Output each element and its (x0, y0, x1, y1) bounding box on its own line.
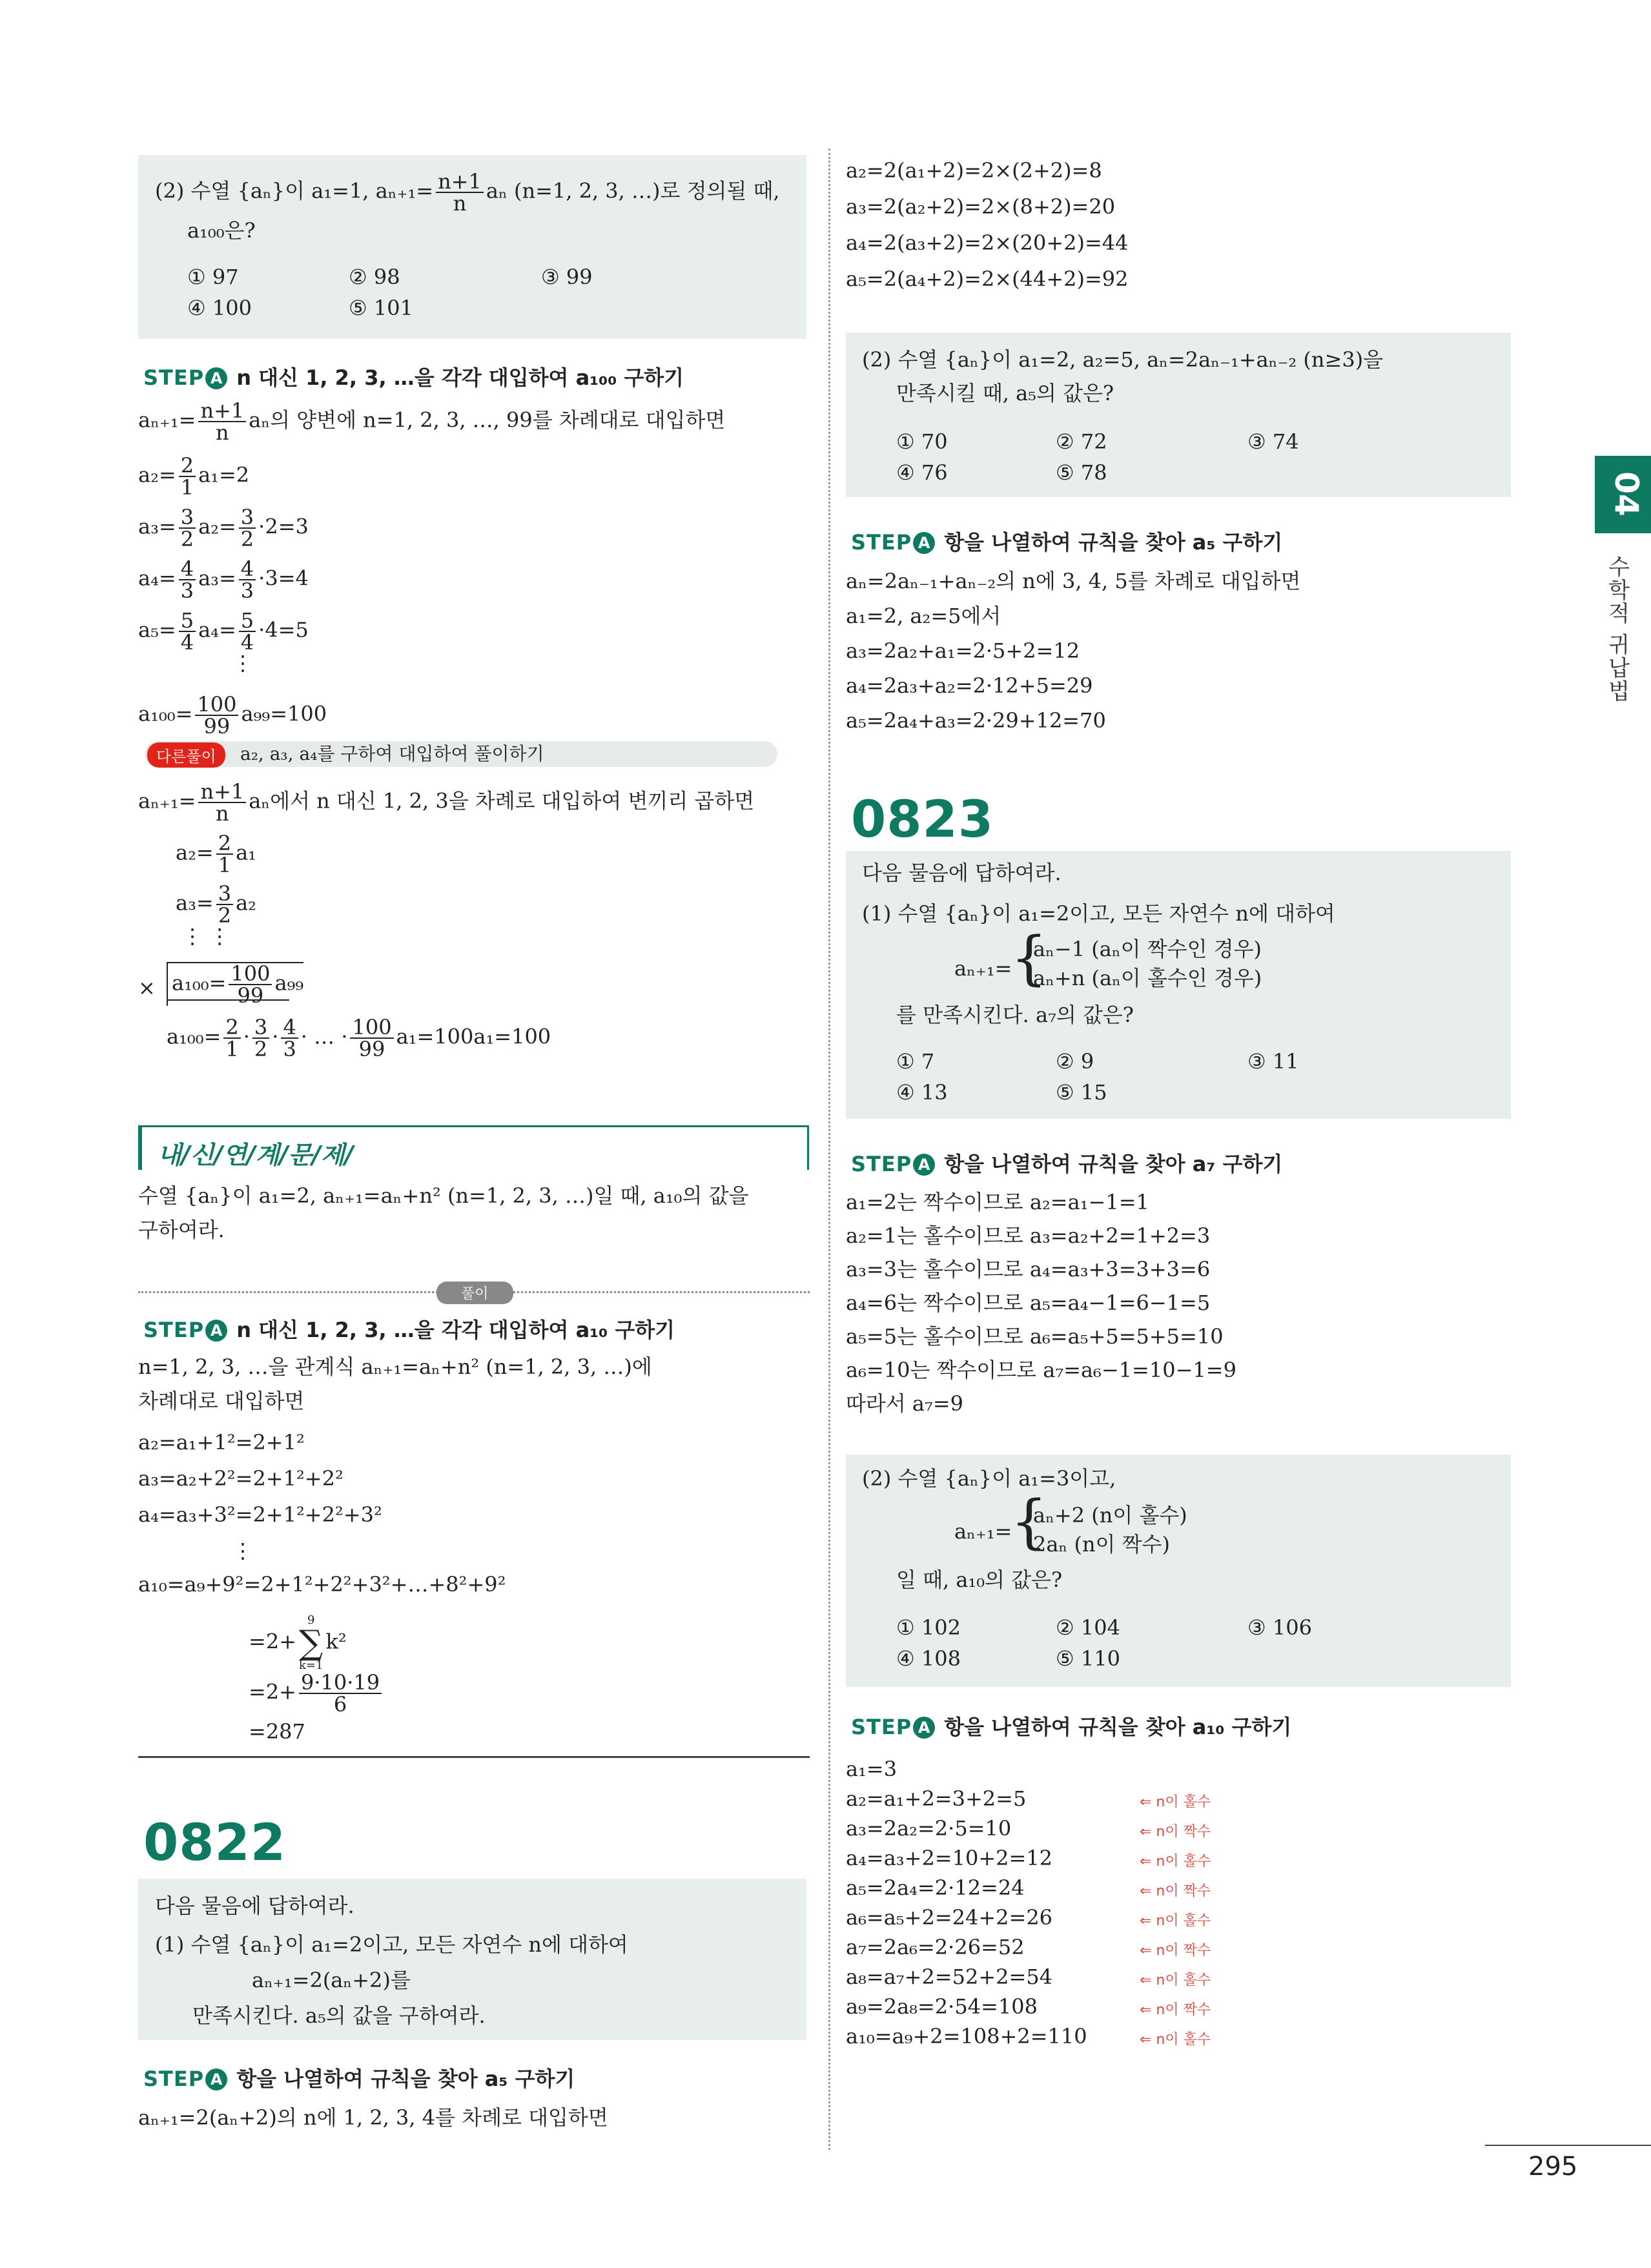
choice-4: ④ 108 (896, 1646, 961, 1671)
choice-2: ② 104 (1056, 1615, 1120, 1640)
solution-line: a₅=2a₄=2·12=24 (846, 1875, 1025, 1900)
naesin-line2: 구하여라. (138, 1218, 225, 1242)
choice-3: ③ 99 (541, 265, 593, 289)
q2b-line1: (2) 수열 {aₙ}이 a₁=3이고, (862, 1466, 1116, 1491)
solution-line: a₂=a₁+2=3+2=5 (846, 1786, 1027, 1811)
solution-line: a₆=a₅+2=24+2=26 (846, 1905, 1053, 1930)
column-divider (828, 148, 830, 2150)
step-a-header: STEP A 항을 나열하여 규칙을 찾아 a₅ 구하기 (143, 2067, 575, 2091)
brace: { (1010, 925, 1048, 992)
choice-2: ② 9 (1056, 1049, 1094, 1074)
solution-line: a₃=2a₂+a₁=2·5+2=12 (846, 639, 1080, 663)
choice-3: ③ 11 (1247, 1049, 1299, 1074)
parity-note: ⇐ n이 홀수 (1140, 2032, 1211, 2048)
parity-note: ⇐ n이 짝수 (1140, 1883, 1211, 1899)
sigma-symbol: 9 ∑ k=1 (298, 1613, 323, 1672)
solution-line: a₁₀=a₉+2=108+2=110 (846, 2024, 1087, 2048)
solution-line: =287 (249, 1719, 305, 1744)
problem-tail: 를 만족시킨다. a₇의 값은? (896, 1003, 1134, 1027)
choice-4: ④ 100 (187, 296, 252, 320)
chapter-tab: 04 (1595, 456, 1651, 533)
solution-line: a₂=a₁+1²=2+1² (138, 1430, 305, 1455)
solution-line: aₙ₊₁=2(aₙ+2)의 n에 1, 2, 3, 4를 차례로 대입하면 (138, 2105, 608, 2130)
multiply-sign: × (138, 976, 156, 1000)
solution-line: a₅= $\frac{5}{4}$ a₄= $\frac{5}{4}$ ·4=5 (138, 608, 309, 655)
solution-line: a₆=10는 짝수이므로 a₇=a₆−1=10−1=9 (846, 1358, 1236, 1382)
vertical-dots: ⋮ (232, 1538, 253, 1563)
alt-line: a₃= $\frac{3}{2}$ a₂ (176, 881, 256, 928)
solution-line: a₄=2(a₃+2)=2×(20+2)=44 (846, 230, 1129, 255)
step-a-header: STEP A 항을 나열하여 규칙을 찾아 a₅ 구하기 (851, 530, 1283, 555)
q2-line2: 만족시킬 때, a₅의 값은? (896, 381, 1114, 405)
choice-5: ⑤ 110 (1056, 1646, 1120, 1671)
solution-line: aₙ₊₁= $\frac{n+1}{n}$ aₙ의 양변에 n=1, 2, 3, …, 99를 차례대로 대입하면 (138, 398, 726, 445)
solution-line: a₈=a₇+2=52+2=54 (846, 1965, 1053, 1989)
choice-5: ⑤ 101 (349, 296, 413, 320)
choice-1: ① 70 (896, 429, 948, 454)
problem-q1-eq: aₙ₊₁=2(aₙ+2)를 (252, 1968, 411, 1992)
parity-note: ⇐ n이 홀수 (1140, 1794, 1211, 1810)
solution-line: a₁=3 (846, 1757, 897, 1781)
fraction: $\frac{n+1}{n}$ (436, 171, 484, 214)
alt-line: aₙ₊₁= $\frac{n+1}{n}$ aₙ에서 n 대신 1, 2, 3을 차례로 대입하여 변끼리 곱하면 (138, 779, 755, 826)
solution-pill: 풀이 (436, 1282, 513, 1304)
solution-line: a₇=2a₆=2·26=52 (846, 1935, 1025, 1959)
choice-5: ⑤ 78 (1056, 460, 1107, 485)
solution-line: a₁=2, a₂=5에서 (846, 604, 1001, 628)
parity-note: ⇐ n이 홀수 (1140, 1972, 1211, 1988)
choice-1: ① 102 (896, 1615, 961, 1640)
choice-4: ④ 76 (896, 460, 948, 485)
piecewise-case2: 2aₙ (n이 짝수) (1033, 1532, 1170, 1557)
solution-line: n=1, 2, 3, …을 관계식 aₙ₊₁=aₙ+n² (n=1, 2, 3, …)에 (138, 1354, 652, 1379)
alt-solution-pill: 다른풀이 (147, 742, 225, 768)
alt-line: a₁₀₀= $\frac{100}{99}$ a₉₉ (167, 962, 303, 1006)
solution-line: a₃= $\frac{3}{2}$ a₂= $\frac{3}{2}$ ·2=3 (138, 505, 309, 551)
product-rule (167, 999, 289, 1001)
q2-line1: (2) 수열 {aₙ}이 a₁=1, aₙ₊₁= $\frac{n+1}{n}$ aₙ (n=1, 2, 3, …)로 정의될 때, (155, 169, 780, 216)
solution-line: a₄=6는 짝수이므로 a₅=a₄−1=6−1=5 (846, 1291, 1211, 1315)
vertical-dots: ⋮ (232, 651, 253, 675)
solution-line: aₙ=2aₙ₋₁+aₙ₋₂의 n에 3, 4, 5를 차례로 대입하면 (846, 569, 1301, 593)
step-a-header: STEP A n 대신 1, 2, 3, …을 각각 대입하여 a₁₀₀ 구하기 (143, 365, 684, 390)
choice-2: ② 72 (1056, 429, 1107, 454)
solution-line: a₂=1는 홀수이므로 a₃=a₂+2=1+2=3 (846, 1223, 1211, 1248)
solution-line: a₃=2(a₂+2)=2×(8+2)=20 (846, 194, 1116, 219)
choice-1: ① 7 (896, 1049, 935, 1074)
solution-line: a₁₀₀= $\frac{100}{99}$ a₉₉=100 (138, 692, 327, 739)
problem-q1: (1) 수열 {aₙ}이 a₁=2이고, 모든 자연수 n에 대하여 (862, 901, 1335, 926)
step-a-header: STEP A 항을 나열하여 규칙을 찾아 a₇ 구하기 (851, 1152, 1283, 1176)
solution-line: a₄=2a₃+a₂=2·12+5=29 (846, 673, 1093, 698)
parity-note: ⇐ n이 짝수 (1140, 1943, 1211, 1959)
parity-note: ⇐ n이 짝수 (1140, 1824, 1211, 1840)
solution-line: a₃=2a₂=2·5=10 (846, 1816, 1012, 1841)
choice-3: ③ 74 (1247, 429, 1299, 454)
piecewise-case1: aₙ+2 (n이 홀수) (1033, 1503, 1187, 1527)
solution-line: a₅=5는 홀수이므로 a₆=a₅+5=5+5=10 (846, 1324, 1224, 1349)
page-number: 295 (1528, 2152, 1578, 2181)
problem-intro: 다음 물음에 답하여라. (862, 861, 1061, 885)
section-rule (138, 1756, 810, 1758)
solution-line: a₁=2는 짝수이므로 a₂=a₁−1=1 (846, 1190, 1149, 1214)
parity-note: ⇐ n이 짝수 (1140, 2002, 1211, 2018)
alt-line: a₁₀₀= $\frac{2}{1}$ · $\frac{3}{2}$ · $\frac{4}{3}$ · … · $\frac{100}{99}$ a₁=100a₁=100 (167, 1015, 551, 1061)
solution-line: =2+ $\frac{9\cdot 10\cdot 19}{6}$ (249, 1672, 384, 1715)
piecewise-case1: aₙ−1 (aₙ이 짝수인 경우) (1033, 937, 1262, 961)
solution-line: a₅=2a₄+a₃=2·29+12=70 (846, 708, 1106, 733)
problem-number-0823: 0823 (851, 791, 994, 849)
choice-4: ④ 13 (896, 1080, 948, 1105)
brace: { (1010, 1488, 1048, 1556)
solution-line: a₂=2(a₁+2)=2×(2+2)=8 (846, 158, 1102, 183)
solution-line: =2+9 ∑ k=1k² (249, 1613, 347, 1672)
solution-line: a₃=3는 홀수이므로 a₄=a₃+3=3+3=6 (846, 1257, 1211, 1282)
choice-1: ① 97 (187, 265, 239, 289)
problem-q1: (1) 수열 {aₙ}이 a₁=2이고, 모든 자연수 n에 대하여 (155, 1932, 628, 1957)
parity-note: ⇐ n이 홀수 (1140, 1854, 1211, 1870)
solution-line: a₉=2a₈=2·54=108 (846, 1994, 1038, 2019)
alt-line: a₂= $\frac{2}{1}$ a₁ (176, 831, 256, 877)
problem-number-0822: 0822 (143, 1814, 287, 1872)
naesin-line1: 수열 {aₙ}이 a₁=2, aₙ₊₁=aₙ+n² (n=1, 2, 3, …)일 때, a₁₀의 값을 (138, 1183, 749, 1208)
solution-line: a₃=a₂+2²=2+1²+2² (138, 1466, 344, 1491)
piecewise-lhs: aₙ₊₁= (954, 1519, 1012, 1544)
solution-line: a₄= $\frac{4}{3}$ a₃= $\frac{4}{3}$ ·3=4 (138, 557, 309, 603)
problem-intro: 다음 물음에 답하여라. (155, 1894, 354, 1918)
solution-line: a₅=2(a₄+2)=2×(44+2)=92 (846, 267, 1129, 291)
parity-note: ⇐ n이 홀수 (1140, 1913, 1211, 1929)
step-a-header: STEP A 항을 나열하여 규칙을 찾아 a₁₀ 구하기 (851, 1715, 1292, 1739)
solution-line: a₄=a₃+3²=2+1²+2²+3² (138, 1502, 382, 1527)
problem-tail: 일 때, a₁₀의 값은? (896, 1568, 1063, 1592)
problem-q1-tail: 만족시킨다. a₅의 값을 구하여라. (192, 2003, 486, 2028)
solution-line: a₂= $\frac{2}{1}$ a₁=2 (138, 453, 250, 500)
step-a-header: STEP A n 대신 1, 2, 3, …을 각각 대입하여 a₁₀ 구하기 (143, 1318, 675, 1342)
solution-line: a₁₀=a₉+9²=2+1²+2²+3²+…+8²+9² (138, 1572, 506, 1597)
solution-line: 따라서 a₇=9 (846, 1391, 963, 1416)
chapter-title: 수학적 귀납법 (1604, 555, 1630, 703)
piecewise-lhs: aₙ₊₁= (954, 956, 1012, 981)
piecewise-case2: aₙ+n (aₙ이 홀수인 경우) (1033, 966, 1262, 990)
solution-line: a₄=a₃+2=10+2=12 (846, 1846, 1053, 1870)
alt-solution-title: a₂, a₃, a₄를 구하여 대입하여 풀이하기 (240, 743, 544, 764)
q2-line1: (2) 수열 {aₙ}이 a₁=2, a₂=5, aₙ=2aₙ₋₁+aₙ₋₂ (n≥3)을 (862, 347, 1384, 372)
naesin-problem-header: 내/신/연/계/문/제/ (138, 1125, 809, 1170)
choice-3: ③ 106 (1247, 1615, 1312, 1640)
q2-line2: a₁₀₀은? (187, 218, 256, 243)
vertical-dots: ⋮ ⋮ (182, 924, 231, 948)
choice-2: ② 98 (349, 265, 400, 289)
choice-5: ⑤ 15 (1056, 1080, 1107, 1105)
footer-rule (1485, 2145, 1651, 2146)
solution-line: 차례대로 대입하면 (138, 1389, 305, 1413)
